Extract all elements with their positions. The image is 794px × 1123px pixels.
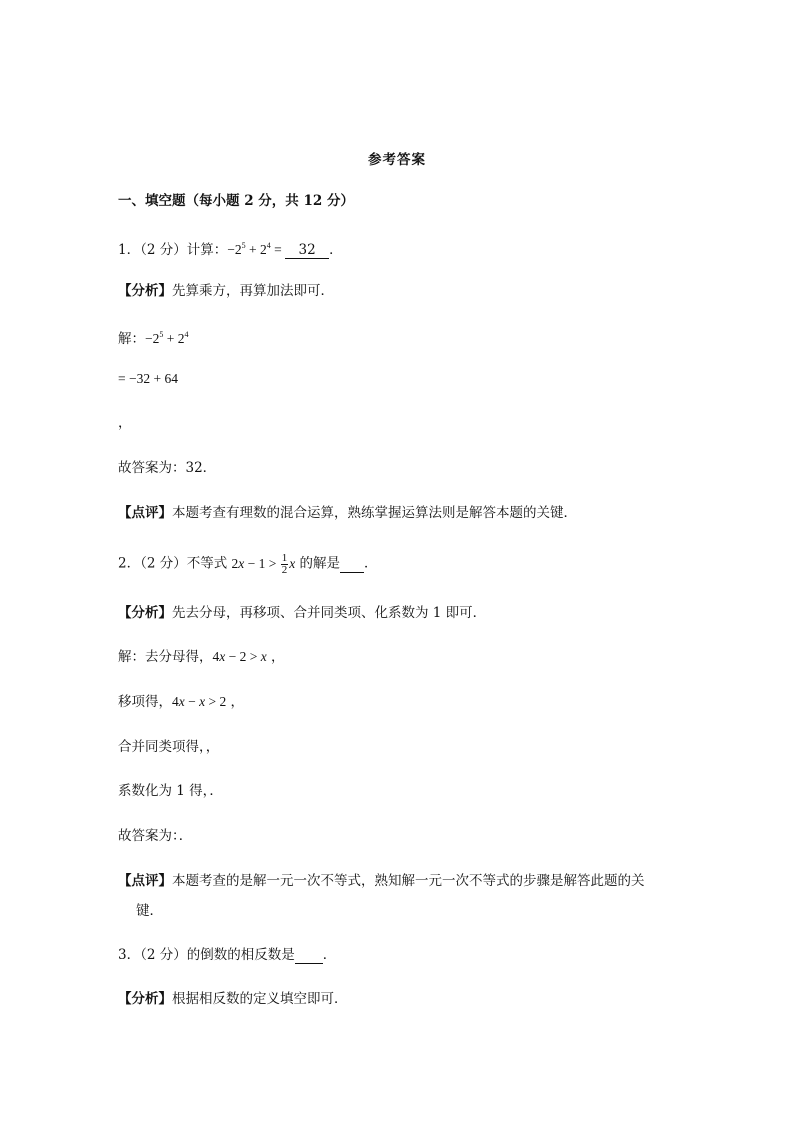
question-2-step-3: 合并同类项得，， [118,739,220,755]
analysis-text: 先算乘方，再算加法即可． [172,283,334,299]
comment-tag: 【点评】 [118,873,172,889]
question-3-answer-blank [295,948,323,964]
question-2-step-1: 解：去分母得，4x − 2 > x ， [118,649,285,665]
comment-text: 本题考查有理数的混合运算，熟练掌握运算法则是解答本题的关键． [172,505,577,521]
question-2-comment [118,872,645,890]
analysis-tag: 【分析】 [118,605,172,621]
question-1-comma: ， [118,415,132,431]
comment-tag: 【点评】 [118,505,172,521]
analysis-text: 先去分母，再移项、合并同类项、化系数为 1 即可． [172,605,487,621]
question-1-result: 故答案为：32． [118,460,217,476]
question-1-comment [118,504,577,522]
question-1-solution: 解：$-2^5 + 2^4$ [118,330,189,347]
question-3: 3．（2 分）的倒数的相反数是 ． [118,947,337,963]
analysis-tag: 【分析】 [118,283,172,299]
question-1 [118,237,343,259]
comment-text: 本题考查的是解一元一次不等式，熟知解一元一次不等式的步骤是解答此题的关 [172,873,645,889]
question-2-comment-continued: 键． [136,903,163,919]
question-2-result: 故答案为：． [118,828,193,844]
question-2-inequality: 2x − 1 > $\frac{1}{2}$ x [231,552,296,576]
analysis-tag: 【分析】 [118,991,172,1007]
question-1-expression: $-2^5 + 2^4$ = [227,241,286,257]
analysis-text: 根据相反数的定义填空即可． [172,991,348,1007]
section-heading: 一、填空题（每小题 2 分，共 12 分） [118,193,354,209]
question-1-prefix: 1．（2 分）计算： [118,242,228,258]
question-2: 2．（2 分）不等式 2x − 1 > $\frac{1}{2}$ x 的解是 ． [118,552,378,576]
fraction: $\frac{1}{2}$ [281,552,288,576]
solution-expression: $-2^5 + 2^4$ [145,330,189,346]
question-2-step-2: 移项得，4x − x > 2 ， [118,694,245,710]
page-title: 参考答案 [368,152,426,168]
question-2-analysis [118,604,486,622]
question-1-analysis [118,282,334,300]
question-1-suffix: ． [329,242,343,258]
question-3-analysis [118,990,348,1008]
question-2-answer-blank [340,557,364,573]
question-1-answer-blank: 32 [285,243,329,259]
question-1-step: = −32 + 64 [118,371,178,386]
question-2-step-4: 系数化为 1 得，． [118,783,223,799]
